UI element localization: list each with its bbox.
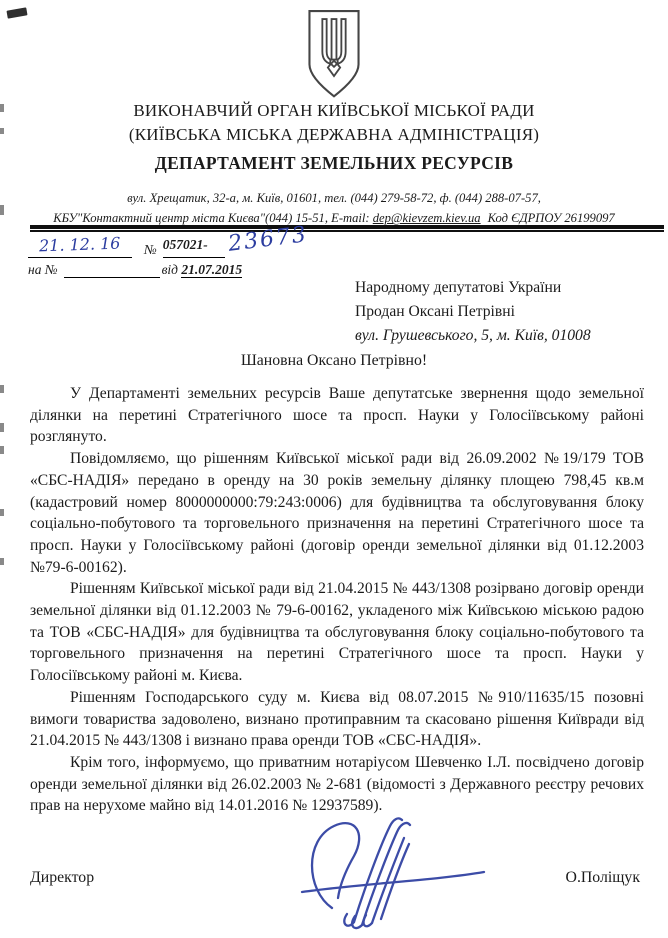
incoming-date: 21.07.2015 <box>181 262 243 277</box>
number-label: № <box>144 242 157 257</box>
letterhead-contacts <box>0 188 668 229</box>
outgoing-date-field <box>28 235 132 258</box>
body-paragraph: У Департаменті земельних ресурсів Ваше депутатське звернення щодо земельної ділянки на перетині Стратегічного шосе та просп. Науки у Голосіївському районі розглянуто. <box>30 385 644 446</box>
handwritten-number: 23673 <box>226 222 310 257</box>
letter-body <box>30 383 644 817</box>
body-paragraph: Повідомляємо, що рішенням Київської міської ради від 26.09.2002 №19/179 ТОВ «СБС-НАДІЯ» передано в оренду на 30 років земельну ділянку площею 798,45 кв.м (кадастровий номер 8000000000:79:243:0006) для будівництва та обслуговування блоку соціально-побутового та торговельного призначення на перетині Стратегічного шосе та просп. Науки у Голосіївському районі (договір оренди земельної ділянки від 01.12.2003 №79-6-00162). <box>30 450 644 576</box>
handwritten-signature-icon <box>298 806 488 938</box>
body-paragraph: Рішенням Київської міської ради від 21.04.2015 № 443/1308 розірвано договір оренди земельної ділянки від 01.12.2003 № 79-6-00162, укладеного між Київською міською радою та ТОВ «СБС-НАДІЯ» для будівництва та обслуговування блоку соціально-побутового та торговельного призначення на перетині Стратегічного шосе та просп. Науки у Голосіївському районі м. Києва. <box>30 580 644 685</box>
scan-artifact <box>0 558 4 565</box>
body-paragraph: Рішенням Господарського суду м. Києва від 08.07.2015 №910/11635/15 позовні вимоги товариства задоволено, визнано протиправним та скасовано рішення Київради від 21.04.2015 № 443/1308 і визнано права оренди ТОВ «СБС-НАДІЯ». <box>30 688 644 750</box>
handwritten-date: 21. 12. 16 <box>38 233 122 256</box>
salutation: Шановна Оксано Петрівно! <box>240 352 428 369</box>
scan-artifact <box>6 7 27 18</box>
recipient-name: Продан Оксані Петрівні <box>355 303 515 320</box>
org-name-line2: (КИЇВСЬКА МІСЬКА ДЕРЖАВНА АДМІНІСТРАЦІЯ) <box>128 125 540 145</box>
contact-address-line: вул. Хрещатик, 32-а, м. Київ, 01601, тел. (044) 279-58-72, ф. (044) 288-07-57, <box>127 191 541 205</box>
contact-center-text: КБУ"Контактний центр міста Києва"(044) 15-51, E-mail: <box>53 211 373 226</box>
outgoing-reference-line <box>28 222 368 259</box>
signer-name: О.Поліщук <box>565 869 640 886</box>
incoming-label: на № <box>28 262 58 277</box>
org-name-line1: ВИКОНАВЧИЙ ОРГАН КИЇВСЬКОЇ МІСЬКОЇ РАДИ <box>133 101 535 120</box>
department-title: ДЕПАРТАМЕНТ ЗЕМЕЛЬНИХ РЕСУРСІВ <box>154 153 514 173</box>
body-paragraph: Крім того, інформуємо, що приватним нотаріусом Шевченко І.Л. посвідчено договір оренди земельної ділянки від 26.02.2003 № 2-681 (відомості з Державного реєстру речових прав на нерухоме майно від 14.01.2016 № 12937589). <box>30 753 644 815</box>
signer-title: Директор <box>30 869 95 886</box>
scan-artifact <box>0 385 4 393</box>
reference-block <box>28 222 368 283</box>
email-text: dep@kievzem.kiev.ua <box>372 211 481 226</box>
recipient-block <box>355 276 591 348</box>
incoming-reference-line <box>28 261 368 283</box>
number-prefix: 057021- <box>163 237 225 258</box>
recipient-title: Народному депутатові України <box>355 279 562 296</box>
ukraine-trident-emblem-icon <box>303 8 365 105</box>
incoming-date-label: від <box>161 262 179 277</box>
letterhead-divider <box>30 225 664 232</box>
scan-artifact <box>0 509 4 516</box>
scan-artifact <box>0 423 4 432</box>
recipient-address: вул. Грушевського, 5, м. Київ, 01008 <box>355 327 591 344</box>
org-name <box>0 99 668 147</box>
edrpou-code: Код ЄДРПОУ 26199097 <box>487 211 615 226</box>
scan-artifact <box>0 446 4 454</box>
incoming-number-field <box>64 261 160 278</box>
